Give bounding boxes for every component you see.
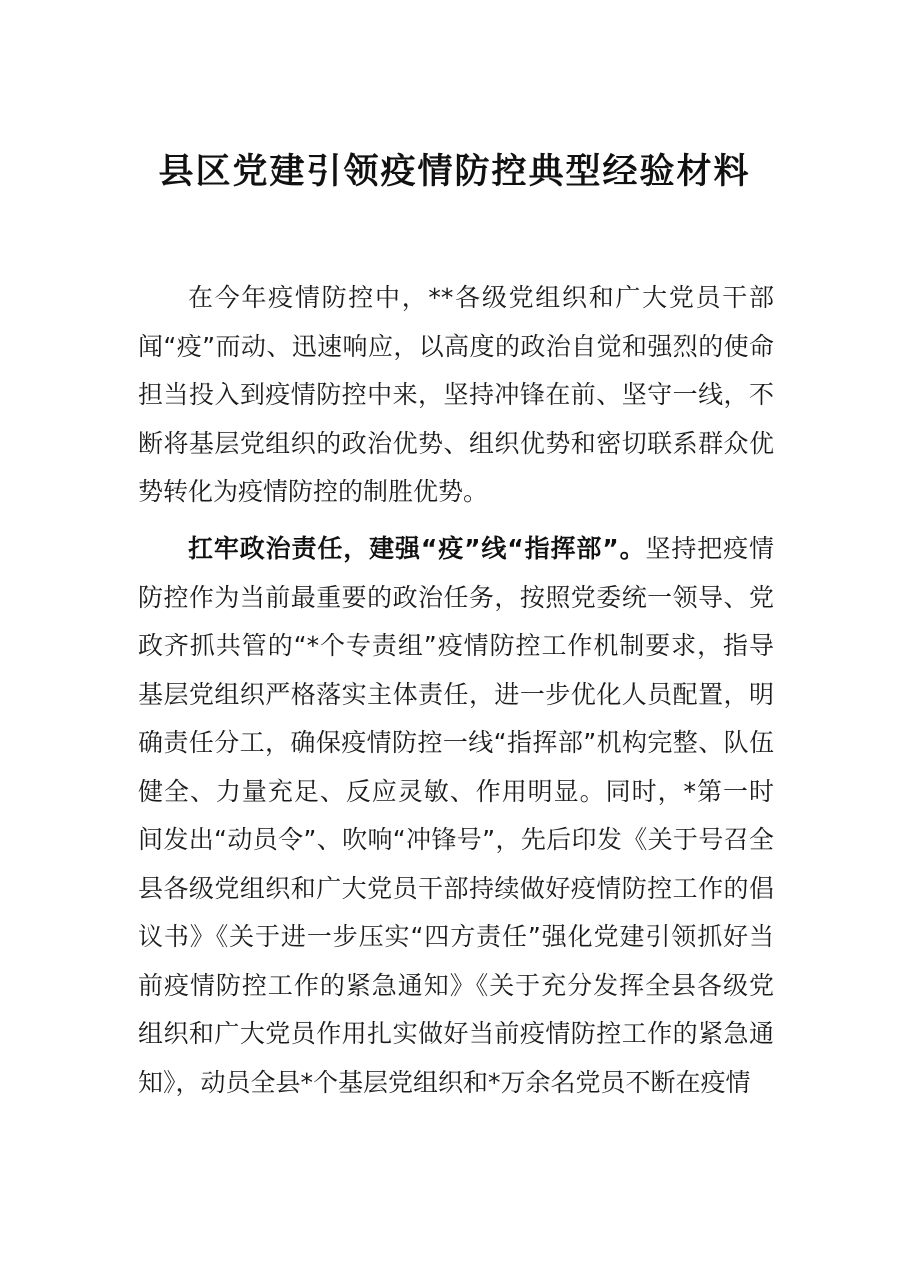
paragraph-intro: 在今年疫情防控中，**各级党组织和广大党员干部闻“疫”而动、迅速响应，以高度的政治自觉和强烈的使命担当投入到疫情防控中来，坚持冲锋在前、坚守一线，不断将基层党组织的政治优势、组织优势和密切联系群众优势转化为疫情防控的制胜优势。: [138, 283, 774, 506]
document-title: 县区党建引领疫情防控典型经验材料: [158, 151, 751, 192]
paragraph-lead-heading: 扛牢政治责任，建强“疫”线“指挥部”。: [188, 534, 646, 563]
paragraph-political-responsibility: [138, 525, 774, 1107]
paragraph-body-text: 坚持把疫情防控作为当前最重要的政治任务，按照党委统一领导、党政齐抓共管的“*个专责组”疫情防控工作机制要求，指导基层党组织严格落实主体责任，进一步优化人员配置，明确责任分工，确保疫情防控一线“指挥部”机构完整、队伍健全、力量充足、反应灵敏、作用明显。同时，*第一时间发出“动员令”、吹响“冲锋号”，先后印发《关于号召全县各级党组织和广大党员干部持续做好疫情防控工作的倡议书》《关于进一步压实“四方责任”强化党建引领抓好当前疫情防控工作的紧急通知》《关于充分发挥全县各级党组织和广大党员作用扎实做好当前疫情防控工作的紧急通知》，动员全县*个基层党组织和*万余名党员不断在疫情: [138, 534, 774, 1097]
